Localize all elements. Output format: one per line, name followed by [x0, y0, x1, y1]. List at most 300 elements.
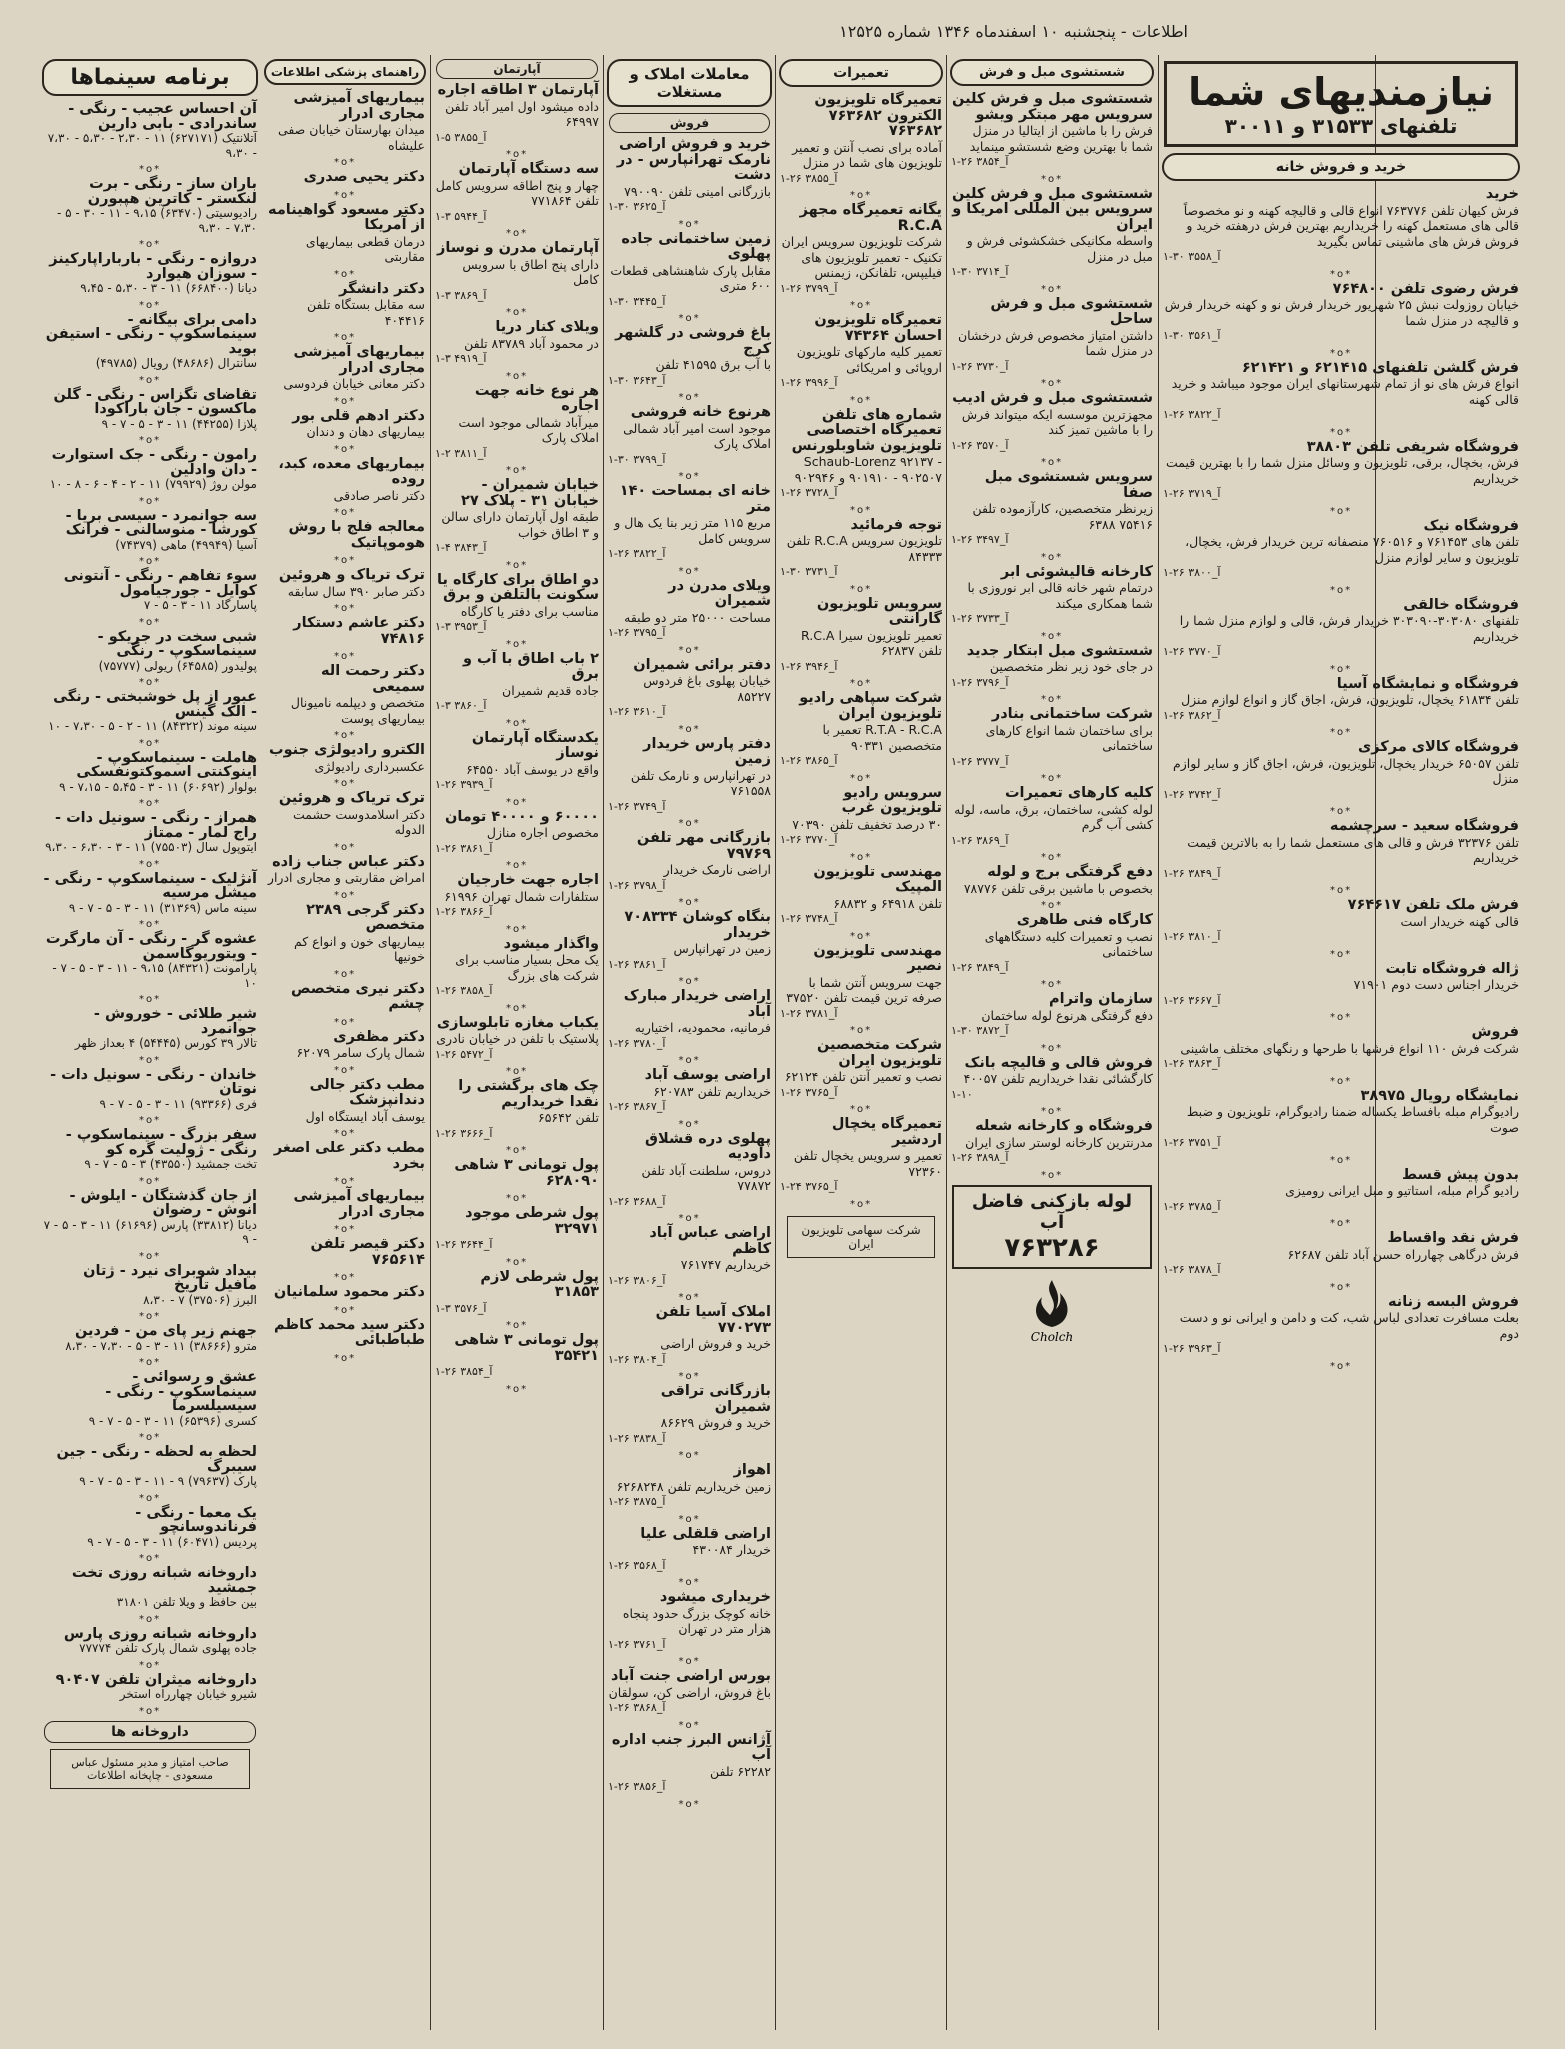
ad-body: تعمیر تلویزیون سیرا R.C.A تلفن ۶۲۸۳۷: [801, 627, 942, 658]
ad-title: اهواز: [733, 1462, 771, 1478]
ad-body: خیابان روزولت نبش ۲۵ شهریور خریدار فرش نو و کهنه خریدار فرش و قالیچه در منزل شما: [1164, 297, 1519, 328]
ad-separator: *o*: [505, 149, 529, 160]
ad-separator: *o*: [849, 504, 873, 516]
ad-title: شستشوی مبل ابتکار جدید: [966, 642, 1153, 659]
ad-item: [1160, 598, 1522, 660]
ad-code: ۱-۲۶ ۳۸۴۹_آ: [1163, 866, 1221, 880]
ad-body: شیرو خیابان چهارراه استخر: [119, 1687, 257, 1701]
ad-separator: *o*: [1329, 505, 1353, 517]
ad-code: ۱-۳ ۳۸۶۰_آ: [435, 699, 487, 712]
ad-body: کسری (۶۵۳۹۶) ۱۱ - ۳ - ۵ - ۷ - ۹: [88, 1413, 257, 1428]
ad-body: سینه موند (۸۴۳۲۲) ۱۱ - ۲ - ۵ - ۷،۳۰ - ۱۰: [48, 719, 257, 733]
ad-item: [1160, 819, 1522, 881]
ad-title: دکتر عاشم دستکار ۷۴۸۱۶: [293, 615, 425, 647]
ad-code: ۱-۲۶ ۳۷۳۳_آ: [951, 612, 1009, 625]
ad-list: [777, 93, 945, 1210]
ad-title: دروازه - رنگی - بارباراپارکینز - سوزان هیوارد: [49, 251, 257, 282]
cholch-logo: [1012, 1275, 1092, 1345]
ad-code: ۱-۲۶ ۳۷۸۵_آ: [1163, 1199, 1221, 1213]
ad-body: طبقه اول آپارتمان دارای سالن و ۳ اطاق خواب: [441, 509, 599, 540]
ad-code: ۱-۴ ۳۸۴۳_آ: [435, 541, 487, 554]
ad-separator: *o*: [138, 374, 162, 386]
ad-title: نمایشگاه رویال ۳۸۹۷۵: [1360, 1087, 1519, 1104]
ad-code: ۱-۵ ۳۸۵۵_آ: [435, 130, 487, 144]
ad-item: [262, 903, 428, 965]
ad-code: ۱-۲۶ ۳۷۶۵_آ: [780, 1085, 838, 1099]
ad-separator: *o*: [333, 1176, 357, 1187]
ad-separator: *o*: [1040, 694, 1064, 705]
ad-separator: *o*: [678, 1371, 701, 1382]
ad-body: چهار و پنج اطاقه سرویس کامل تلفن ۷۷۱۸۶۴: [435, 177, 599, 208]
ad-body: تلفنهای ۳۰۳۰۸۰-۳۰۳۰۹۰ خریدار فرش، قالی و لوازم منزل شما را خریداریم: [1179, 613, 1519, 644]
ad-separator: *o*: [678, 218, 701, 230]
ad-list: [262, 91, 428, 1364]
ad-title: یگانه تعمیرگاه مجهز R.C.A: [799, 202, 942, 234]
ad-code: ۱-۲۶ ۳۸۰۶_آ: [608, 1273, 666, 1287]
ad-title: دکتر مسعود گواهینامه از آمریکا: [268, 201, 425, 233]
ad-item: [605, 831, 774, 893]
ad-body: سینه ماس (۳۱۳۶۹) ۱۱ - ۳ - ۵ - ۷ - ۹: [68, 900, 257, 915]
ad-item: [777, 93, 945, 186]
ad-item: [605, 579, 774, 641]
ad-code: ۱-۲۶ ۳۹۹۶_آ: [780, 376, 838, 389]
ad-code: ۱-۲۶ ۳۸۳۸_آ: [608, 1431, 666, 1445]
ad-list: [948, 92, 1156, 1181]
ad-title: کارگاه فنی طاهری: [1016, 912, 1153, 928]
ad-separator: *o*: [333, 730, 357, 741]
ad-title: اراضی خریدار مبارک آباد: [623, 988, 771, 1020]
ad-separator: *o*: [138, 556, 162, 567]
ad-title: شرکت متخصصین تلویزیون ایران: [817, 1037, 942, 1069]
ad-title: بیداد شوبرای نیرد - ژتان مافیل تاریخ: [83, 1262, 257, 1293]
ad-item: [432, 478, 602, 556]
ad-body: خیابان پهلوی باغ فردوس ۸۵۲۲۷: [643, 673, 771, 704]
ad-separator: *o*: [333, 841, 357, 853]
ad-code: ۱-۲۶ ۳۷۷۷_آ: [951, 754, 1009, 768]
ad-title: فروشگاه کالای مرکزی: [1357, 739, 1519, 755]
ad-body: شمال پارک سامر ۶۲۰۷۹: [296, 1045, 425, 1060]
ad-body: جهت سرویس آنتن شما با صرفه ترین قیمت تلفن ۳۷۵۲۰: [786, 974, 942, 1005]
ad-title: کلیه کارهای تعمیرات: [1004, 785, 1153, 801]
ad-separator: *o*: [138, 1432, 162, 1443]
drain-ad-box: [952, 1185, 1152, 1269]
ad-item: [40, 1324, 260, 1353]
imprint: صاحب امتیاز و مدیر مسئول عباس مسعودی - چاپخانه اطلاعات: [50, 1749, 250, 1789]
ad-title: دکتر نیری متخصص چشم: [291, 980, 425, 1012]
ad-body: پلازا (۴۴۲۵۵) ۱۱ - ۳ - ۵ - ۷ - ۹: [101, 416, 257, 431]
ad-code: ۱-۲۶ ۳۵۷۰_آ: [951, 438, 1009, 452]
ad-body: فرش کیهان تلفن ۷۶۳۷۷۶ انواع قالی و قالیچه کهنه و نو مخصوصاً قالی های مستعمل کهنه را خریداریم بهترین فرش درهفته خرید و فروش فرش های ماشینی تماس بگیرید: [1183, 202, 1519, 249]
ad-item: [40, 509, 260, 553]
ad-body: پردیس (۶۰۴۷۱) ۱۱ - ۳ - ۵ - ۷ - ۹: [87, 1534, 257, 1549]
ad-separator: *o*: [333, 268, 357, 280]
ad-separator: *o*: [678, 392, 701, 403]
ad-item: [40, 569, 260, 613]
ad-code: ۱-۲۶ ۳۷۹۸_آ: [608, 878, 666, 892]
ad-item: [605, 1226, 774, 1288]
ad-title: عشق و رسوائی - سینماسکوپ - رنگی - سیسیلسرما: [105, 1369, 257, 1414]
ad-item: [432, 1079, 602, 1141]
ad-code: ۱-۲۶ ۳۷۳۰_آ: [951, 359, 1009, 373]
ad-item: [1160, 361, 1522, 423]
ad-item: [777, 313, 945, 391]
ad-item: [40, 313, 260, 371]
ad-code: ۱-۳۰ ۳۶۲۵_آ: [608, 200, 666, 213]
ad-body: رادیوسیتی (۶۳۴۷۰) ۹،۱۵ - ۱۱ - ۳۰ - ۵ - ۷،۳۰ - ۹،۳۰: [56, 206, 257, 235]
ad-body: دفع گرفتگی هرنوع لوله ساختمان: [981, 1007, 1153, 1023]
ad-code: ۱-۲۶ ۳۶۶۷_آ: [1163, 993, 1221, 1007]
ad-title: تعمیرگاه تلویزیون احسان ۷۴۳۶۴: [814, 312, 942, 344]
ad-title: دکتر مظفری: [333, 1028, 425, 1045]
ad-title: عشوه گر - رنگی - آن مارگرت - ویتوریوگاسمن: [45, 931, 257, 962]
ad-title: باغ فروشی در گلشهر کرج: [615, 325, 771, 357]
ad-title: تقاضای تگزاس - رنگی - گلن ماکسون - جان باراکودا: [53, 386, 257, 417]
ad-separator: *o*: [1329, 1360, 1353, 1372]
ad-separator: *o*: [505, 717, 529, 729]
ad-item: [605, 232, 774, 310]
ad-body: ۳۰ درصد تخفیف تلفن ۷۰۳۹۰: [792, 816, 942, 832]
ad-body: اراضی نارمک خریدار: [663, 862, 771, 877]
ad-item: [40, 690, 260, 734]
ad-title: بازرگانی مهر تلفن ۷۹۷۶۹: [636, 830, 771, 862]
ad-title: داروخانه شبانه روزی پارس: [63, 1625, 257, 1642]
ad-separator: *o*: [505, 307, 529, 318]
ad-body: جاده پهلوی شمال پارک تلفن ۷۷۷۷۴: [79, 1641, 257, 1655]
ad-body: خریدار اجناس دست دوم ۷۱۹۰۱: [1353, 977, 1519, 992]
ad-body: نصب و تعمیرات کلیه دستگاههای ساختمانی: [984, 928, 1153, 959]
ad-item: [432, 320, 602, 367]
ad-item: [605, 137, 774, 215]
ad-code: ۱-۲۶ ۳۶۸۸_آ: [608, 1194, 666, 1208]
ad-body: باغ فروش، اراضی کن، سولقان: [608, 1684, 771, 1700]
ad-item: [262, 345, 428, 392]
ad-code: ۱-۳ ۳۵۷۶_آ: [435, 1301, 487, 1315]
logo-text: Cholch: [1030, 1329, 1074, 1344]
ad-title: فروشگاه خالقی: [1403, 596, 1519, 613]
ad-title: باران ساز - رنگی - برت لنکستر - کاترین هپبورن: [87, 176, 257, 207]
ad-code: ۱-۲۶ ۳۶۴۴_آ: [435, 1238, 493, 1251]
ad-body: پولیدور (۶۴۵۸۵) ریولی (۷۵۷۷۷): [98, 658, 257, 673]
ad-separator: *o*: [505, 1145, 529, 1156]
ad-body: میدان بهارستان خیابان صفی علیشاه: [277, 122, 425, 153]
ad-body: فرمانیه، محمودیه، اختیاریه: [634, 1020, 771, 1035]
ad-code: ۱-۲۶ ۳۸۶۷_آ: [608, 1100, 666, 1113]
ad-separator: *o*: [678, 313, 701, 324]
ad-title: عبور از پل خوشبختی - رنگی - الک گینس: [53, 689, 257, 720]
ad-item: [948, 707, 1156, 769]
ad-code: ۱-۲۶ ۳۸۵۸_آ: [435, 984, 493, 997]
ad-title: دکتر گرجی ۲۳۸۹ متخصص: [306, 901, 425, 933]
ad-title: پول تومانی ۳ شاهی ۳۵۴۲۱: [454, 1332, 599, 1364]
section-title-doctors: راهنمای پزشکی اطلاعات: [264, 59, 426, 85]
ad-title: بازرگانی تراقی شمیران: [660, 1383, 771, 1415]
ad-code: ۱-۲۶ ۳۷۹۹_آ: [780, 281, 838, 295]
ad-separator: *o*: [678, 1656, 701, 1667]
ad-item: [1160, 1168, 1522, 1215]
ad-separator: *o*: [1040, 173, 1064, 185]
ad-item: [432, 1206, 602, 1253]
ad-separator: *o*: [849, 583, 873, 595]
ad-separator: *o*: [138, 616, 162, 628]
ad-separator: *o*: [849, 930, 873, 942]
ad-title: شرکت سپاهی رادیو تلویزیون ایران: [799, 690, 942, 722]
ad-title: اراضی یوسف آباد: [644, 1067, 771, 1083]
ad-code: ۱-۲۶ ۳۷۴۹_آ: [608, 799, 666, 813]
ad-separator: *o*: [505, 228, 529, 239]
ad-separator: *o*: [1040, 630, 1064, 642]
column-doctors: [262, 55, 428, 2030]
ad-item: [605, 1590, 774, 1652]
column-real-estate: [605, 55, 774, 2030]
ad-title: مهندسی تلویزیون نصیر: [813, 942, 942, 974]
ad-code: ۱-۲۶ ۳۸۵۴_آ: [951, 155, 1009, 168]
ad-body: سه مقابل بستگاه تلفن ۴۰۴۴۱۶: [307, 297, 425, 328]
ad-body: واقع در یوسف آباد ۶۴۵۵۰: [466, 761, 599, 777]
ad-title: فرش ملک تلفن ۷۶۴۶۱۷: [1347, 897, 1519, 913]
ad-code: ۱-۲۶ ۳۹۳۹_آ: [435, 778, 493, 791]
ad-separator: *o*: [1329, 426, 1353, 438]
ad-title: اراضی قلقلی علیا: [640, 1525, 771, 1542]
ad-body: برای ساختمان شما انواع کارهای ساختمانی: [985, 722, 1153, 753]
tv-company-stamp: [787, 1216, 935, 1258]
ad-item: [40, 1007, 260, 1051]
ad-title: تعمیرگاه تلویزیون الکترون ۷۶۳۶۸۲ ۷۶۳۶۸۲: [814, 92, 942, 139]
ad-title: سرویس تلویزیون گارانتی: [816, 595, 942, 627]
ad-separator: *o*: [138, 1250, 162, 1262]
ad-separator: *o*: [138, 164, 162, 175]
ad-item: [605, 1669, 774, 1716]
ad-title: دکتر سید محمد کاظم طباطبائی: [274, 1316, 425, 1348]
ad-title: فرش گلشن تلفنهای ۶۲۱۴۱۵ و ۶۲۱۴۲۱: [1241, 359, 1519, 376]
ad-title: آپارتمان مدرن و نوساز: [436, 240, 599, 256]
ad-code: ۱-۳ ۴۹۱۹_آ: [435, 352, 487, 365]
column-cinema: [40, 55, 260, 2030]
ad-separator: *o*: [138, 1311, 162, 1322]
ad-separator: *o*: [505, 1002, 529, 1014]
ad-body: تلفن ۳۲۳۷۶ فرش و قالی های مستعمل شما را به بالاترین قیمت خریداریم: [1187, 834, 1519, 865]
ad-code: ۱-۳۰ ۳۵۵۸_آ: [1163, 250, 1221, 263]
ad-title: پهلوی دره قشلاق داودیه: [645, 1130, 771, 1162]
ad-separator: *o*: [678, 1513, 701, 1525]
ad-item: [40, 102, 260, 160]
ad-list: [432, 83, 602, 1395]
ad-separator: *o*: [678, 1798, 701, 1810]
ad-code: ۱-۳۰ ۳۶۴۳_آ: [608, 373, 666, 387]
ad-item: [605, 484, 774, 562]
ad-separator: *o*: [333, 889, 357, 901]
ad-code: ۱-۲۶ ۳۷۸۱_آ: [780, 1006, 838, 1020]
ad-body: خریداریم تلفن ۶۲۰۷۸۳: [653, 1083, 771, 1099]
ad-separator: *o*: [1040, 283, 1064, 295]
ad-separator: *o*: [333, 189, 357, 201]
ad-title: اجاره جهت خارجیان: [457, 872, 599, 888]
ad-title: شستشوی مبل و فرش کلین سرویس بین المللی امریکا و ایران: [952, 185, 1153, 233]
ad-separator: *o*: [1329, 1154, 1353, 1166]
ad-list: [40, 102, 260, 1717]
ad-body: زمین در تهرانپارس: [673, 941, 771, 956]
ad-item: [1160, 519, 1522, 581]
ad-item: [1160, 677, 1522, 724]
ad-body: تلفن ۶۵۶۴۲: [537, 1110, 599, 1125]
ad-body: یوسف آباد ایستگاه اول: [305, 1108, 425, 1124]
ad-item: [40, 1264, 260, 1308]
ad-code: ۱-۲۶ ۳۷۱۹_آ: [1163, 487, 1221, 500]
ad-title: سازمان واترام: [1049, 991, 1153, 1007]
ad-body: داشتن امتیاز مخصوص فرش درخشان در منزل شما: [957, 327, 1153, 358]
ad-title: داروخانه شبانه روزی تخت جمشید: [71, 1565, 257, 1596]
ad-body: البرز (۳۷۵۰۶) ۷ - ۸،۳۰: [143, 1292, 257, 1307]
ad-body: تالار ۳۹ کورس (۵۴۴۴۵) ۴ بعداز ظهر: [74, 1036, 257, 1050]
ad-title: خاندان - رنگی - سونیل دات - نوتان: [50, 1066, 257, 1097]
ad-body: تعمیر و سرویس یخچال تلفن ۷۲۳۶۰: [793, 1148, 942, 1179]
ad-separator: *o*: [333, 968, 357, 980]
section-title-cinema: برنامه سینماها: [42, 59, 258, 96]
ad-item: [262, 743, 428, 774]
ad-item: [262, 855, 428, 886]
ad-title: کارخانه قالیشوئی ابر: [1000, 563, 1153, 580]
ad-code: ۱-۲۶ ۳۸۶۹_آ: [951, 833, 1009, 847]
ad-item: [777, 1038, 945, 1100]
ad-title: فروش: [1471, 1024, 1519, 1040]
ad-item: [605, 1527, 774, 1574]
ad-title: دکتر قیصر تلفن ۷۶۵۶۱۴: [310, 1236, 425, 1268]
ad-item: [262, 170, 428, 186]
ad-body: خریدار ۴۳۰۰۸۴: [692, 1542, 771, 1557]
ad-item: [948, 470, 1156, 548]
ad-item: [948, 92, 1156, 170]
ad-separator: *o*: [678, 897, 701, 908]
ad-item: [432, 1158, 602, 1189]
ad-item: [262, 982, 428, 1013]
ad-code: ۱-۳۰ ۳۷۱۴_آ: [951, 265, 1009, 278]
section-title-carpet-wash: شستشوی مبل و فرش: [950, 59, 1154, 86]
ad-item: [948, 865, 1156, 896]
ad-title: خریداری میشود: [659, 1589, 771, 1605]
ad-separator: *o*: [678, 1118, 701, 1130]
ad-separator: *o*: [849, 1025, 873, 1036]
ad-code: ۱-۲۶ ۳۹۴۶_آ: [780, 659, 838, 673]
ad-item: [948, 913, 1156, 975]
ad-item: [1160, 1231, 1522, 1278]
ad-body: پلاستیک با تلفن در خیابان نادری: [436, 1031, 599, 1046]
ad-title: ویلای کنار دریا: [495, 319, 599, 335]
ad-body: آماده برای نصب آنتن و تعمیر تلویزیون های شما در منزل: [792, 139, 942, 170]
ad-separator: *o*: [505, 1383, 529, 1395]
ad-title: دفتر برائی شمیران: [633, 656, 771, 673]
ad-title: شستشوی مبل و فرش کلین سرویس مهر مبتکر ویشو: [952, 91, 1153, 123]
ad-separator: *o*: [849, 1198, 873, 1210]
ad-body: دکتر صابر ۳۹۰ سال سابقه: [287, 583, 425, 599]
ad-body: مقابل پارک شاهنشاهی قطعات ۶۰۰ متری: [610, 262, 771, 293]
ad-code: ۱-۲۶ ۳۴۹۷_آ: [951, 533, 1009, 546]
ad-item: [432, 1270, 602, 1317]
ad-separator: *o*: [678, 1292, 701, 1303]
ad-title: شماره های تلفن تعمیرگاه اختصاصی تلویزیون شاوبلورنس: [791, 406, 942, 454]
ad-item: [948, 644, 1156, 691]
ad-separator: *o*: [138, 1553, 162, 1564]
ad-item: [40, 811, 260, 855]
ad-item: [40, 1370, 260, 1428]
ad-title: دکتر محمود سلمانیان: [273, 1284, 425, 1300]
ad-separator: *o*: [333, 1304, 357, 1316]
column-rule: [430, 55, 431, 2030]
ad-separator: *o*: [505, 370, 529, 382]
ad-code: ۱-۳۰ ۳۷۳۱_آ: [780, 565, 838, 578]
ad-body: واسطه مکانیکی خشکشوئی فرش و مبل در منزل: [966, 233, 1153, 264]
ad-separator: *o*: [1329, 885, 1353, 896]
ad-separator: *o*: [505, 1256, 529, 1268]
ad-separator: *o*: [505, 1066, 529, 1077]
column-rule: [603, 55, 604, 2030]
ad-code: ۱-۲۶ ۳۸۶۵_آ: [780, 754, 838, 767]
ad-item: [262, 203, 428, 265]
ad-code: ۱-۲۶ ۳۷۷۰_آ: [780, 833, 838, 846]
ad-item: [605, 737, 774, 815]
ad-title: سرویس شستشوی مبل صفا: [984, 469, 1153, 501]
ad-separator: *o*: [333, 651, 357, 662]
page-header: [48, 20, 1518, 46]
ad-body: در جای خود زیر نظر متخصصین: [989, 659, 1153, 674]
column-rule: [775, 55, 776, 2030]
ad-body: فرش درگاهی چهارراه حسن آباد تلفن ۶۲۶۸۷: [1287, 1246, 1519, 1262]
ad-separator: *o*: [1329, 1218, 1353, 1229]
ad-body: پارامونت (۸۴۳۲۱) ۹،۱۵ - ۱۱ - ۳ - ۵ - ۷ - ۱۰: [52, 961, 257, 990]
ad-separator: *o*: [678, 471, 701, 482]
ad-item: [40, 751, 260, 795]
ad-title: پول تومانی ۳ شاهی ۶۲۸۰۹۰: [454, 1157, 599, 1189]
ad-body: تخت جمشید (۴۳۵۵۰) ۳ - ۵ - ۷ - ۹: [84, 1157, 257, 1171]
ad-separator: *o*: [138, 495, 162, 507]
ad-item: [262, 520, 428, 551]
ad-title: فروشگاه نیک: [1423, 517, 1519, 534]
ad-code: ۱-۲۶ ۳۸۵۵_آ: [780, 171, 838, 185]
ad-item: [605, 1384, 774, 1446]
ad-item: [262, 1318, 428, 1349]
ad-title: مطب دکتر علی اصغر بخرد: [273, 1140, 425, 1172]
ad-title: زمین ساختمانی جاده پهلوی: [621, 230, 771, 262]
ad-item: [432, 384, 602, 462]
ad-body: در تهرانپارس و نارمک تلفن ۷۶۱۵۵۸: [630, 767, 771, 798]
ad-item: [40, 1068, 260, 1112]
ad-item: [40, 1128, 260, 1172]
ad-item: [262, 1237, 428, 1268]
ad-separator: *o*: [1329, 948, 1353, 960]
ad-code: ۱-۲۶ ۳۸۶۲_آ: [1163, 708, 1221, 722]
ad-title: بیماریهای آمیزشی مجاری ادرار: [293, 1188, 425, 1220]
ad-code: ۱-۲ ۳۸۱۱_آ: [435, 446, 487, 460]
ad-body: مجهزترین موسسه ایکه میتواند فرش را با ماشین تمیز کند: [961, 406, 1153, 437]
ad-body: مساحت ۲۵۰۰۰ متر دو طبقه: [624, 609, 771, 625]
ad-item: [432, 731, 602, 793]
ad-title: فرش نقد واقساط: [1387, 1230, 1519, 1246]
ad-code: ۱-۲۴ ۳۷۶۵_آ: [780, 1180, 838, 1193]
ad-title: مطب دکتر جالی دندانپزشک: [309, 1076, 425, 1108]
ad-title: بدون پیش قسط: [1402, 1166, 1519, 1183]
ad-item: [605, 1132, 774, 1210]
ad-code: ۱-۳۰ ۳۴۴۵_آ: [608, 294, 666, 308]
ad-code: ۱-۲۶ ۳۷۴۲_آ: [1163, 787, 1221, 801]
section-title-repair: تعمیرات: [779, 59, 943, 87]
ad-body: فرش را با ماشین از ایتالیا در منزل شما با بهترین وضع شستشو مینماید: [969, 123, 1153, 154]
ad-item: [948, 391, 1156, 453]
ad-code: ۱-۲۶ ۵۴۷۲_آ: [435, 1047, 493, 1061]
ad-title: معالجه فلج با روش هوموپاتیک: [288, 519, 425, 551]
ad-title: سرویس رادیو تلویزیون غرب: [841, 784, 942, 816]
ad-body: دارای پنج اطاق با سرویس کامل: [462, 256, 599, 287]
ad-title: دفع گرفتگی برج و لوله: [987, 864, 1153, 880]
ad-code: ۱-۲۶ ۳۸۶۶_آ: [435, 905, 493, 918]
ad-title: شبی سخت در جریکو - سینماسکوپ - رنگی: [97, 628, 257, 659]
